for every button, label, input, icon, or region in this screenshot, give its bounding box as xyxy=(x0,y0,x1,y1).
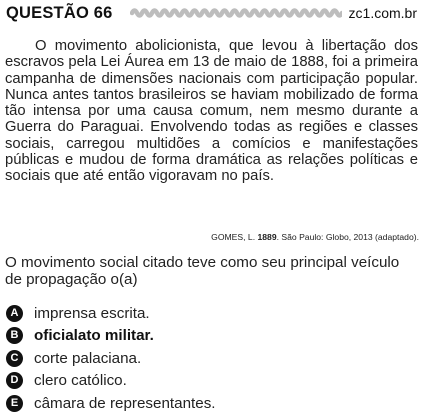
option-d-text: clero católico. xyxy=(34,372,127,390)
option-c-text: corte palaciana. xyxy=(34,349,142,367)
source-year: 1889 xyxy=(257,232,277,242)
source-citation xyxy=(211,232,419,243)
option-a[interactable] xyxy=(6,302,421,325)
option-b-text: oficialato militar. xyxy=(34,327,154,345)
source-author: GOMES, L. xyxy=(211,232,258,242)
passage-text: O movimento abolicionista, que levou à libertação dos escravos pela Lei Áurea em 13 de maio de 1888, foi a primeira campanha de dimensões nacionais com participação popular. Nunca antes tantos brasileiros se haviam mobilizado de forma tão intensa por uma causa comum, nem mesmo durante a Guerra do Paraguai. Envolvendo todas as regiões e classes sociais, carregou multidões a comícios e manifestações públicas e mudou de forma dramática as relações políticas e sociais que até então vigoravam no país. xyxy=(5,38,418,185)
option-b[interactable] xyxy=(6,325,421,348)
option-c-letter-icon: C xyxy=(6,350,23,367)
option-a-letter-icon: A xyxy=(6,305,23,322)
option-b-letter-icon: B xyxy=(6,327,23,344)
option-c[interactable] xyxy=(6,347,421,370)
option-a-text: imprensa escrita. xyxy=(34,304,150,322)
answer-options xyxy=(6,302,421,415)
wave-divider-icon xyxy=(130,6,342,20)
site-url: zc1.com.br xyxy=(348,5,417,21)
option-d[interactable] xyxy=(6,370,421,393)
option-d-letter-icon: D xyxy=(6,372,23,389)
source-details: . São Paulo: Globo, 2013 (adaptado). xyxy=(276,232,419,242)
question-header xyxy=(6,4,421,22)
option-e[interactable] xyxy=(6,392,421,415)
question-prompt: O movimento social citado teve como seu principal veículo de propagação o(a) xyxy=(5,254,400,288)
option-e-letter-icon: E xyxy=(6,395,23,412)
option-e-text: câmara de representantes. xyxy=(34,394,216,412)
question-number: QUESTÃO 66 xyxy=(6,4,113,22)
